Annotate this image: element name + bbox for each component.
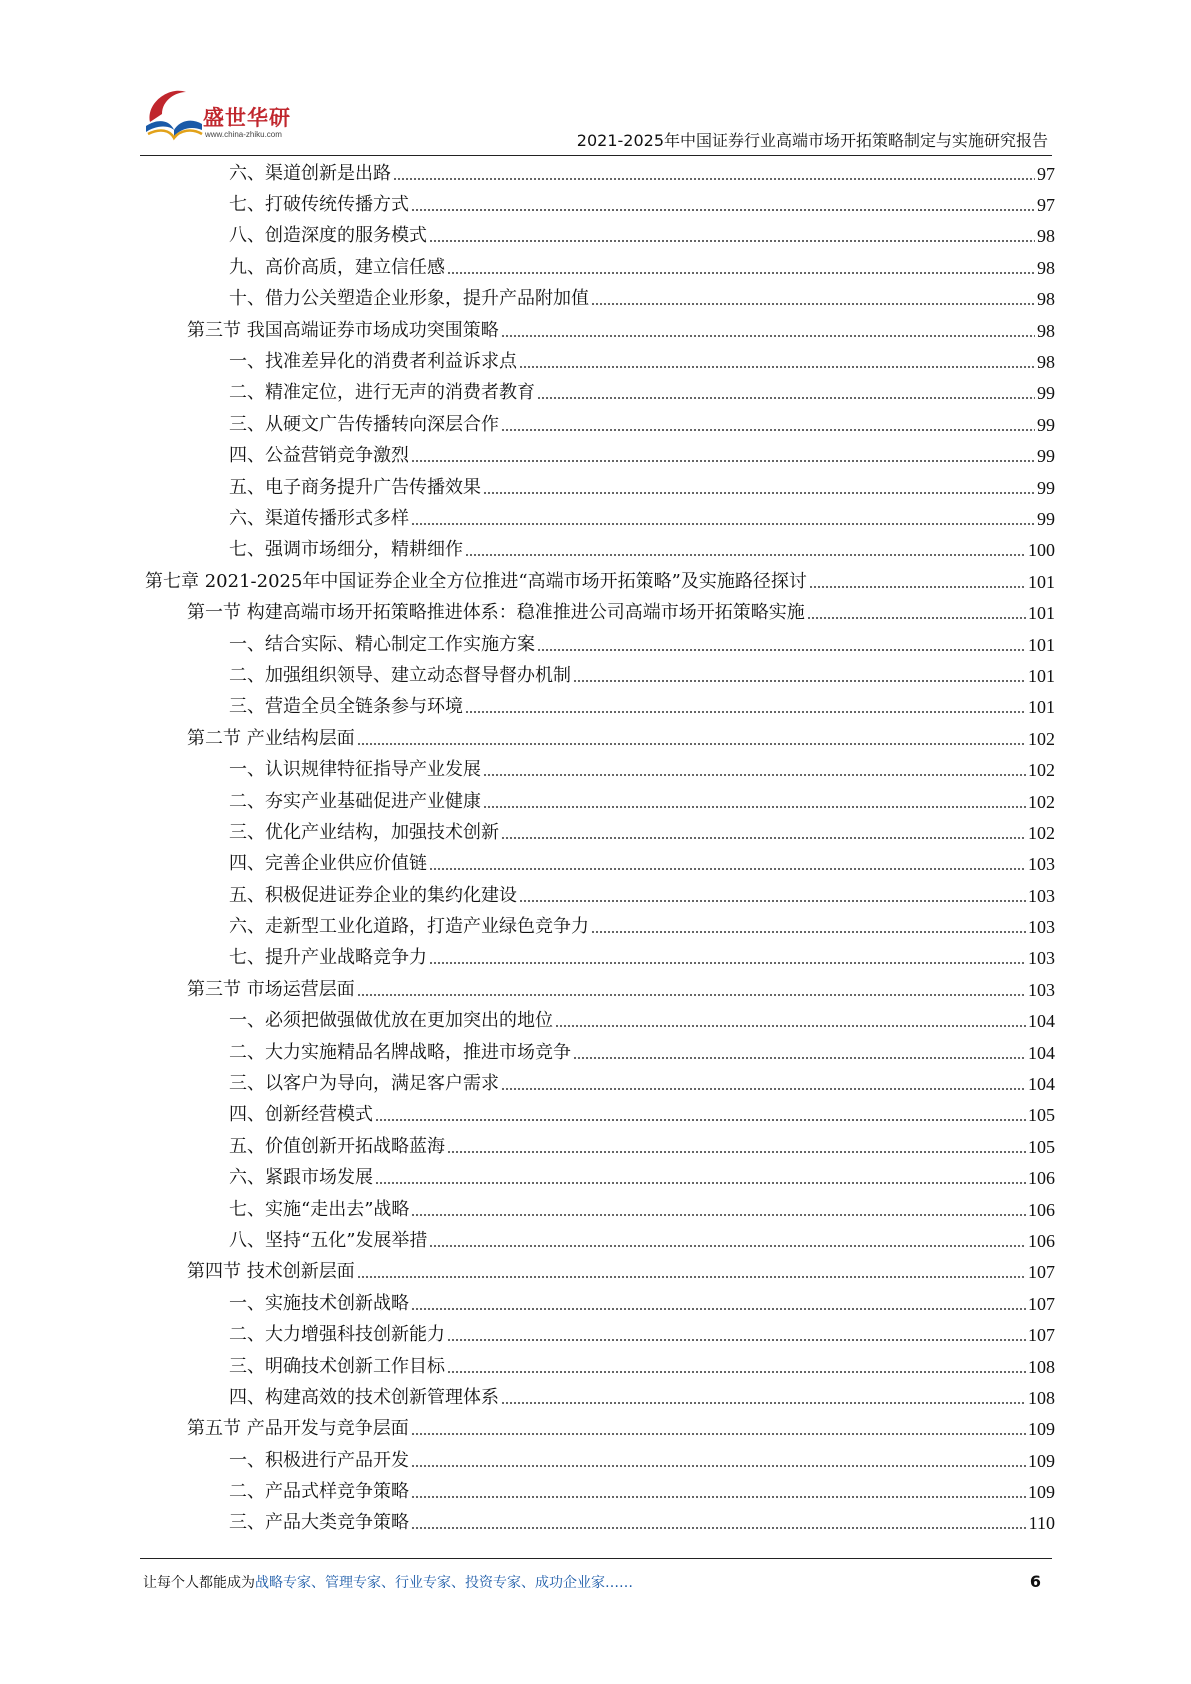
toc-entry-page: 104 <box>1028 1042 1055 1063</box>
toc-dot-leader <box>375 1171 1026 1185</box>
toc-entry[interactable] <box>145 346 1055 377</box>
toc-entry[interactable] <box>145 315 1055 346</box>
toc-entry-page: 107 <box>1028 1293 1055 1314</box>
toc-entry-page: 105 <box>1028 1136 1055 1157</box>
toc-entry-label: 四、公益营销竞争激烈 <box>229 445 409 467</box>
toc-dot-leader <box>501 826 1026 840</box>
toc-entry-label: 二、大力增强科技创新能力 <box>229 1324 445 1346</box>
footer-slogan-highlight: 战略专家、管理专家、行业专家、投资专家、成功企业家…… <box>255 1575 633 1591</box>
toc-entry-label: 一、积极进行产品开发 <box>229 1449 409 1471</box>
toc-dot-leader <box>573 1046 1026 1060</box>
toc-dot-leader <box>807 606 1026 620</box>
toc-entry-page: 109 <box>1028 1419 1055 1440</box>
toc-entry-label: 第二节 产业结构层面 <box>187 727 355 749</box>
toc-entry-page: 103 <box>1028 885 1055 906</box>
toc-entry-page: 104 <box>1028 1011 1055 1032</box>
toc-entry[interactable] <box>145 1194 1055 1225</box>
toc-entry-page: 109 <box>1028 1482 1055 1503</box>
toc-dot-leader <box>537 386 1035 400</box>
toc-entry-label: 三、产品大类竞争策略 <box>229 1512 409 1534</box>
toc-entry-page: 100 <box>1028 540 1055 561</box>
toc-dot-leader <box>591 920 1026 934</box>
toc-entry-page: 98 <box>1037 320 1055 341</box>
toc-entry[interactable] <box>145 1100 1055 1131</box>
toc-entry[interactable] <box>145 409 1055 440</box>
toc-dot-leader <box>429 951 1026 965</box>
toc-entry-label: 三、从硬文广告传播转向深层合作 <box>229 413 499 435</box>
toc-entry-label: 第三节 市场运营层面 <box>187 978 355 1000</box>
book-logo-icon <box>140 82 204 146</box>
toc-entry[interactable] <box>145 1476 1055 1507</box>
toc-dot-leader <box>429 1234 1026 1248</box>
toc-entry[interactable] <box>145 786 1055 817</box>
toc-dot-leader <box>393 167 1035 181</box>
toc-entry-label: 七、打破传统传播方式 <box>229 194 409 216</box>
toc-entry-label: 二、夯实产业基础促进产业健康 <box>229 790 481 812</box>
toc-entry[interactable] <box>145 692 1055 723</box>
company-logo <box>140 82 310 146</box>
toc-entry[interactable] <box>145 1257 1055 1288</box>
toc-entry-label: 第五节 产品开发与竞争层面 <box>187 1418 409 1440</box>
toc-entry-label: 五、积极促进证券企业的集约化建设 <box>229 884 517 906</box>
toc-entry-page: 98 <box>1037 226 1055 247</box>
toc-entry[interactable] <box>145 754 1055 785</box>
toc-dot-leader <box>573 669 1026 683</box>
toc-dot-leader <box>465 543 1026 557</box>
toc-dot-leader <box>483 481 1035 495</box>
toc-dot-leader <box>555 1014 1026 1028</box>
toc-entry-label: 二、产品式样竞争策略 <box>229 1481 409 1503</box>
toc-entry[interactable] <box>145 158 1055 189</box>
toc-entry-label: 第三节 我国高端证券市场成功突围策略 <box>187 319 499 341</box>
toc-dot-leader <box>357 732 1026 746</box>
toc-entry[interactable] <box>145 1445 1055 1476</box>
toc-entry-label: 二、精准定位，进行无声的消费者教育 <box>229 382 535 404</box>
page-number: 6 <box>1029 1572 1041 1591</box>
toc-entry-page: 106 <box>1028 1168 1055 1189</box>
toc-entry-page: 102 <box>1028 728 1055 749</box>
page-footer <box>143 1572 1049 1596</box>
toc-entry[interactable] <box>145 441 1055 472</box>
toc-entry-page: 108 <box>1028 1387 1055 1408</box>
toc-entry[interactable] <box>145 189 1055 220</box>
toc-entry-page: 99 <box>1037 414 1055 435</box>
table-of-contents <box>145 158 1055 1539</box>
toc-entry-page: 102 <box>1028 822 1055 843</box>
toc-entry-page: 103 <box>1028 854 1055 875</box>
toc-entry-page: 107 <box>1028 1262 1055 1283</box>
toc-entry-label: 第七章 2021-2025年中国证券企业全方位推进“高端市场开拓策略”及实施路径探讨 <box>145 570 807 592</box>
toc-entry-page: 98 <box>1037 352 1055 373</box>
toc-dot-leader <box>483 763 1026 777</box>
toc-entry[interactable] <box>145 629 1055 660</box>
page-header <box>140 82 1052 152</box>
logo-text: 盛世华研 <box>203 106 291 130</box>
toc-dot-leader <box>411 1297 1026 1311</box>
toc-entry[interactable] <box>145 943 1055 974</box>
toc-dot-leader <box>501 418 1035 432</box>
toc-dot-leader <box>411 1422 1026 1436</box>
toc-entry-label: 六、渠道创新是出路 <box>229 162 391 184</box>
toc-entry[interactable] <box>145 1006 1055 1037</box>
toc-entry-page: 99 <box>1037 383 1055 404</box>
toc-dot-leader <box>447 1140 1026 1154</box>
toc-dot-leader <box>501 324 1035 338</box>
toc-entry-page: 105 <box>1028 1105 1055 1126</box>
toc-entry-label: 四、完善企业供应价值链 <box>229 853 427 875</box>
logo-url: www.china-zhiku.com <box>205 130 282 139</box>
toc-entry[interactable] <box>145 1382 1055 1413</box>
toc-entry-label: 一、认识规律特征指导产业发展 <box>229 759 481 781</box>
toc-entry[interactable] <box>145 503 1055 534</box>
toc-dot-leader <box>519 355 1035 369</box>
toc-entry[interactable] <box>145 566 1055 597</box>
toc-entry-label: 五、价值创新开拓战略蓝海 <box>229 1135 445 1157</box>
toc-entry-label: 六、走新型工业化道路，打造产业绿色竞争力 <box>229 916 589 938</box>
toc-entry-page: 103 <box>1028 917 1055 938</box>
toc-entry-page: 104 <box>1028 1074 1055 1095</box>
toc-entry[interactable] <box>145 1351 1055 1382</box>
toc-entry-label: 九、高价高质，建立信任感 <box>229 256 445 278</box>
toc-entry-label: 十、借力公关塑造企业形象，提升产品附加值 <box>229 288 589 310</box>
toc-entry-page: 102 <box>1028 760 1055 781</box>
toc-entry[interactable] <box>145 1319 1055 1350</box>
toc-entry-label: 七、实施“走出去”战略 <box>229 1198 410 1220</box>
toc-entry[interactable] <box>145 252 1055 283</box>
toc-entry-label: 一、必须把做强做优放在更加突出的地位 <box>229 1010 553 1032</box>
toc-entry-label: 七、强调市场细分，精耕细作 <box>229 539 463 561</box>
toc-entry-label: 四、构建高效的技术创新管理体系 <box>229 1386 499 1408</box>
toc-dot-leader <box>465 700 1026 714</box>
toc-dot-leader <box>447 261 1035 275</box>
toc-entry-label: 三、营造全员全链条参与环境 <box>229 696 463 718</box>
toc-entry-label: 三、优化产业结构，加强技术创新 <box>229 821 499 843</box>
toc-entry[interactable] <box>145 472 1055 503</box>
toc-entry-label: 第一节 构建高端市场开拓策略推进体系：稳准推进公司高端市场开拓策略实施 <box>187 602 805 624</box>
toc-entry-label: 二、大力实施精品名牌战略，推进市场竞争 <box>229 1041 571 1063</box>
toc-dot-leader <box>411 1203 1026 1217</box>
toc-dot-leader <box>375 1108 1026 1122</box>
toc-entry-label: 八、坚持“五化”发展举措 <box>229 1229 428 1251</box>
toc-entry[interactable] <box>145 974 1055 1005</box>
toc-dot-leader <box>483 795 1026 809</box>
toc-entry-label: 三、以客户为导向，满足客户需求 <box>229 1073 499 1095</box>
toc-dot-leader <box>519 889 1026 903</box>
toc-dot-leader <box>591 292 1035 306</box>
toc-entry-page: 99 <box>1037 446 1055 467</box>
toc-entry-page: 101 <box>1028 634 1055 655</box>
toc-entry[interactable] <box>145 880 1055 911</box>
toc-entry-label: 一、实施技术创新战略 <box>229 1292 409 1314</box>
toc-entry[interactable] <box>145 849 1055 880</box>
toc-entry-page: 102 <box>1028 791 1055 812</box>
toc-entry[interactable] <box>145 723 1055 754</box>
toc-entry[interactable] <box>145 1508 1055 1539</box>
toc-dot-leader <box>447 1360 1026 1374</box>
toc-dot-leader <box>411 1454 1026 1468</box>
footer-divider <box>140 1558 1052 1559</box>
toc-dot-leader <box>537 638 1026 652</box>
toc-entry[interactable] <box>145 284 1055 315</box>
toc-entry[interactable] <box>145 535 1055 566</box>
toc-entry-page: 103 <box>1028 948 1055 969</box>
toc-entry[interactable] <box>145 1068 1055 1099</box>
toc-entry[interactable] <box>145 660 1055 691</box>
toc-entry-label: 第四节 技术创新层面 <box>187 1261 355 1283</box>
toc-entry[interactable] <box>145 597 1055 628</box>
toc-entry[interactable] <box>145 817 1055 848</box>
toc-entry-page: 106 <box>1028 1199 1055 1220</box>
toc-dot-leader <box>809 575 1026 589</box>
toc-entry-label: 七、提升产业战略竞争力 <box>229 947 427 969</box>
toc-dot-leader <box>411 198 1035 212</box>
toc-entry-label: 二、加强组织领导、建立动态督导督办机制 <box>229 664 571 686</box>
toc-entry-label: 四、创新经营模式 <box>229 1104 373 1126</box>
toc-entry-label: 五、电子商务提升广告传播效果 <box>229 476 481 498</box>
toc-entry[interactable] <box>145 1414 1055 1445</box>
toc-entry-page: 98 <box>1037 289 1055 310</box>
toc-entry-page: 101 <box>1028 665 1055 686</box>
toc-entry-page: 99 <box>1037 508 1055 529</box>
toc-entry-label: 一、找准差异化的消费者利益诉求点 <box>229 351 517 373</box>
toc-entry-page: 98 <box>1037 257 1055 278</box>
toc-entry-page: 110 <box>1028 1513 1055 1534</box>
toc-entry-page: 101 <box>1028 603 1055 624</box>
toc-entry-label: 一、结合实际、精心制定工作实施方案 <box>229 633 535 655</box>
toc-dot-leader <box>411 449 1035 463</box>
footer-slogan-prefix: 让每个人都能成为 <box>143 1575 255 1591</box>
toc-entry[interactable] <box>145 1163 1055 1194</box>
toc-entry-page: 99 <box>1037 477 1055 498</box>
toc-entry-page: 97 <box>1037 163 1055 184</box>
toc-dot-leader <box>429 857 1026 871</box>
toc-entry[interactable] <box>145 1288 1055 1319</box>
toc-dot-leader <box>501 1391 1026 1405</box>
toc-entry-label: 八、创造深度的服务模式 <box>229 225 427 247</box>
toc-entry-page: 101 <box>1028 697 1055 718</box>
toc-dot-leader <box>429 229 1035 243</box>
toc-entry-page: 103 <box>1028 979 1055 1000</box>
toc-entry[interactable] <box>145 1131 1055 1162</box>
header-divider <box>140 155 1052 156</box>
toc-dot-leader <box>357 1265 1026 1279</box>
toc-entry[interactable] <box>145 1225 1055 1256</box>
toc-entry-page: 108 <box>1028 1356 1055 1377</box>
toc-dot-leader <box>357 983 1026 997</box>
report-title: 2021-2025年中国证券行业高端市场开拓策略制定与实施研究报告 <box>576 131 1048 150</box>
toc-entry-page: 97 <box>1037 195 1055 216</box>
toc-entry[interactable] <box>145 911 1055 942</box>
toc-entry[interactable] <box>145 378 1055 409</box>
toc-dot-leader <box>411 1516 1027 1530</box>
toc-dot-leader <box>411 512 1035 526</box>
toc-entry[interactable] <box>145 221 1055 252</box>
toc-entry-label: 六、渠道传播形式多样 <box>229 507 409 529</box>
toc-entry-page: 106 <box>1028 1230 1055 1251</box>
toc-entry[interactable] <box>145 1037 1055 1068</box>
toc-entry-label: 六、紧跟市场发展 <box>229 1167 373 1189</box>
toc-entry-page: 107 <box>1028 1325 1055 1346</box>
toc-dot-leader <box>447 1328 1026 1342</box>
toc-entry-page: 101 <box>1028 571 1055 592</box>
toc-dot-leader <box>411 1485 1026 1499</box>
toc-entry-page: 109 <box>1028 1450 1055 1471</box>
toc-dot-leader <box>501 1077 1026 1091</box>
toc-entry-label: 三、明确技术创新工作目标 <box>229 1355 445 1377</box>
